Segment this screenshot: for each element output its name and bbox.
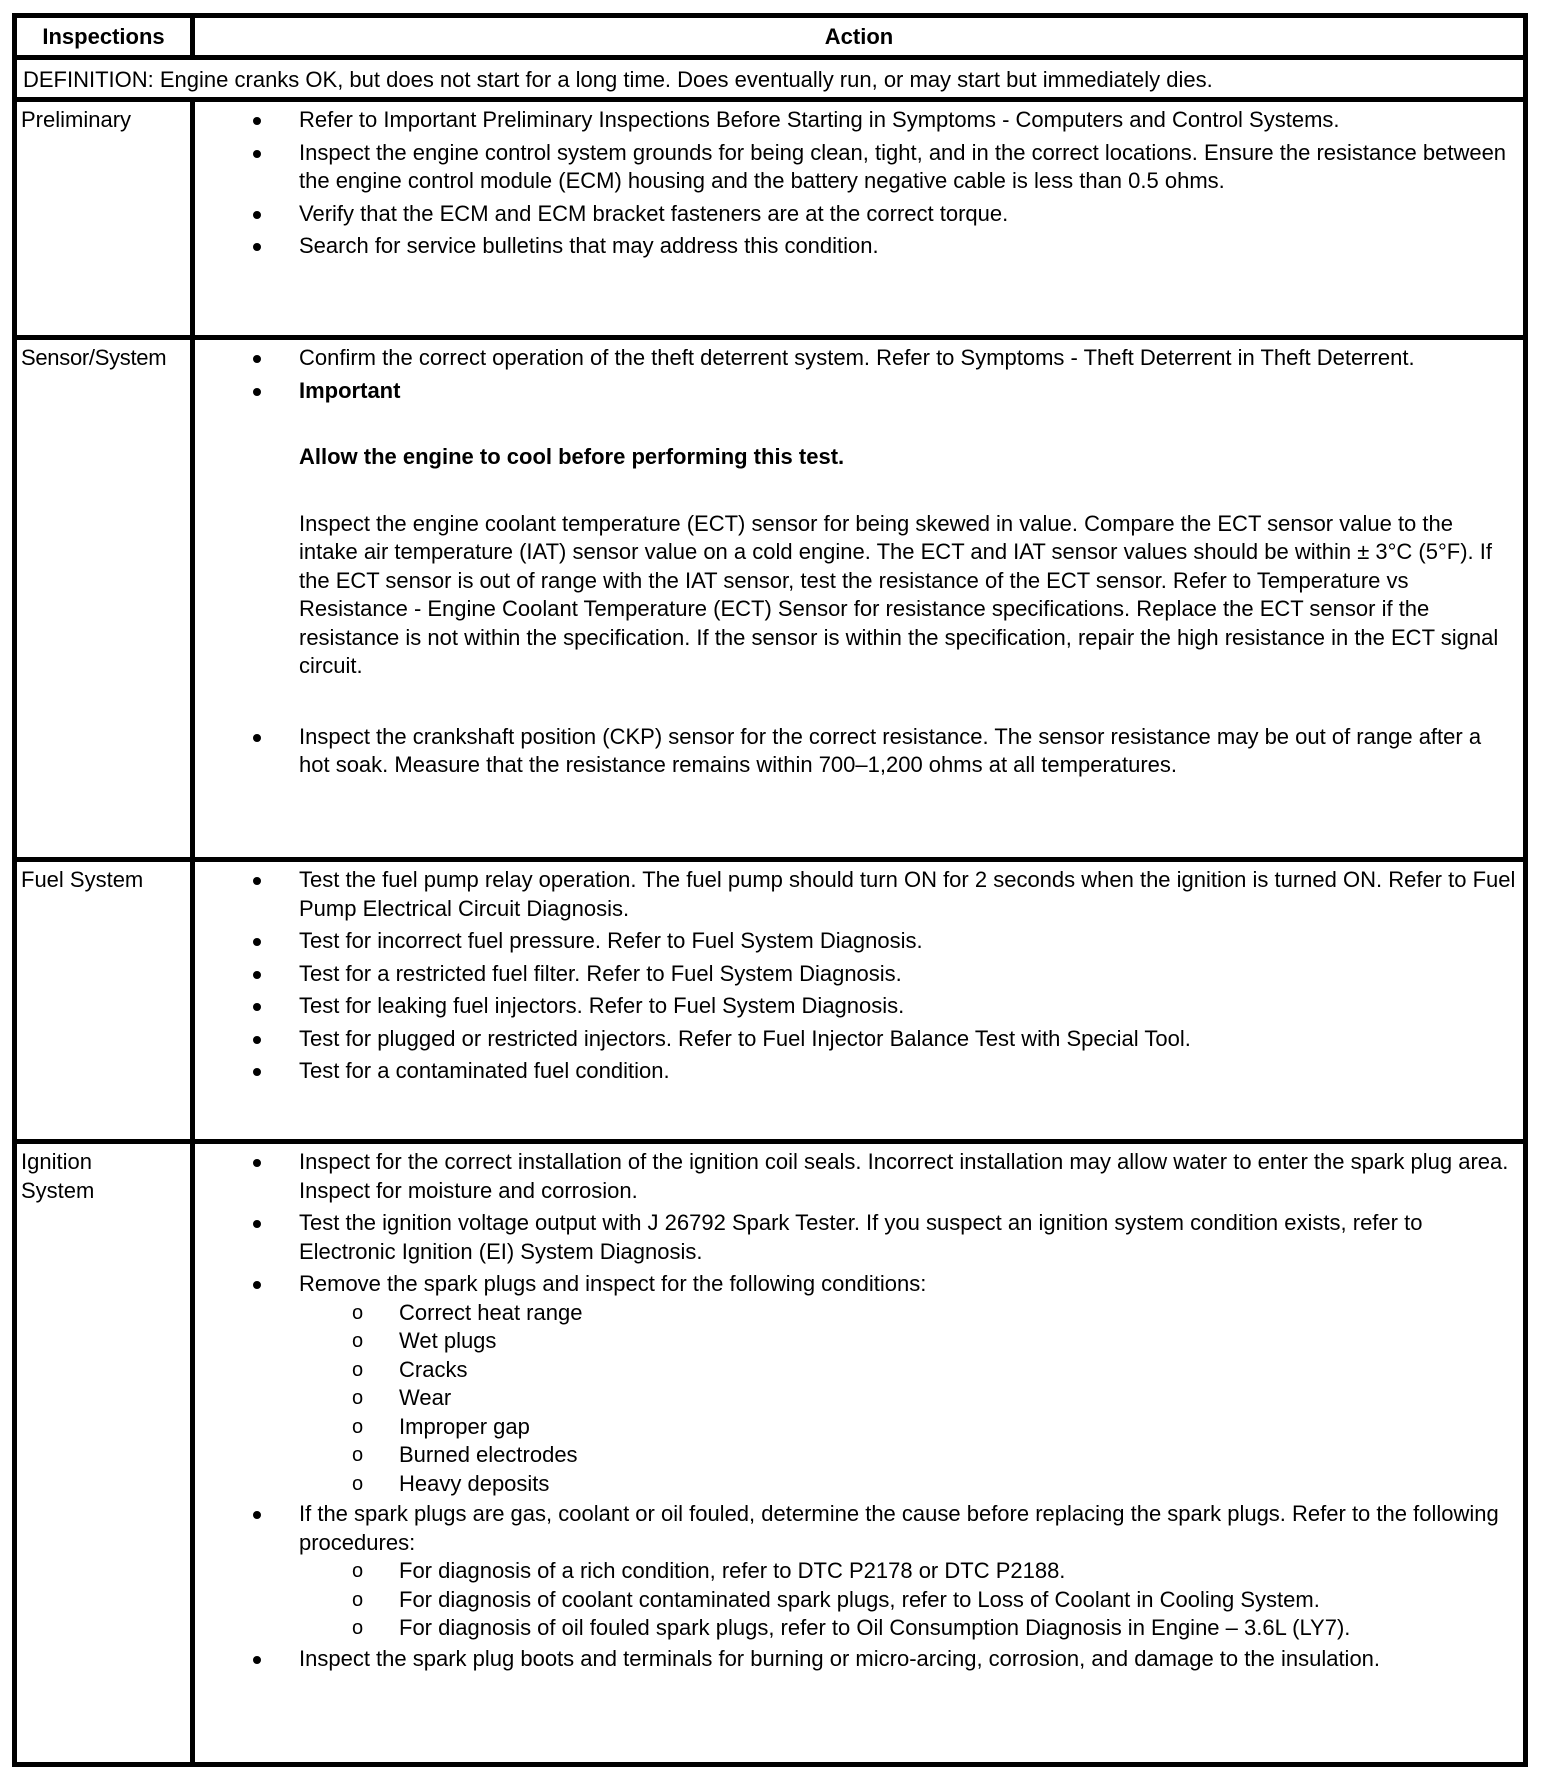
circle-bullet-icon: o (352, 1472, 364, 1495)
bullet-icon (253, 1220, 261, 1228)
list-item-important (195, 377, 1517, 719)
row-actions-preliminary (195, 102, 1523, 335)
bullet-icon (253, 1003, 261, 1011)
bullet-icon (253, 1159, 261, 1167)
list-item: If the spark plugs are gas, coolant or oil fouled, determine the cause before replacing the spark plugs. Refer to the following procedures: o For diagnosis of a rich condition, refer to DTC P2178 or DTC P2188. o For diagnosis of coolant contaminated spark plugs, refer to Loss of Coolant in Cooling System. o For diagnosis of oil fouled spark plugs, refer to Oil Consumption Diagnosis in Engine – 3.6L (LY7). (195, 1500, 1517, 1643)
table-row (17, 97, 1523, 335)
circle-bullet-icon: o (352, 1588, 364, 1611)
sub-list-item: o Burned electrodes (299, 1441, 1517, 1470)
bullet-icon (253, 117, 261, 125)
circle-bullet-icon: o (352, 1301, 364, 1324)
circle-bullet-icon: o (352, 1444, 364, 1466)
sub-list-item: o Heavy deposits (299, 1470, 1517, 1499)
bullet-icon (253, 938, 261, 946)
definition-text: DEFINITION: Engine cranks OK, but does not start for a long time. Does eventually run, or may start but immediately dies. (23, 67, 1213, 92)
bullet-icon (253, 211, 261, 219)
list-item: Inspect for the correct installation of the ignition coil seals. Incorrect installation may allow water to enter the spark plug area. Inspect for moisture and corrosion. (195, 1148, 1517, 1205)
circle-bullet-icon: o (352, 1387, 364, 1409)
sub-list-item: o Improper gap (299, 1413, 1517, 1442)
sub-list-item: o Wear (299, 1384, 1517, 1413)
bullet-icon (253, 1281, 261, 1289)
table-row (17, 857, 1523, 1139)
row-label-sensor-system: Sensor/System (17, 340, 195, 857)
row-label-preliminary: Preliminary (17, 102, 195, 335)
bullet-icon (253, 1511, 261, 1519)
bullet-icon (253, 150, 261, 158)
diagnostic-table (12, 13, 1528, 1767)
circle-bullet-icon: o (352, 1358, 364, 1381)
list-item: Remove the spark plugs and inspect for the following conditions: o Correct heat range o Wet plugs o Cracks o Wear o Improper gap o Burned electrodes o Heavy deposits (195, 1270, 1517, 1498)
list-item: Test for a restricted fuel filter. Refer to Fuel System Diagnosis. (195, 960, 1517, 989)
list-item: Verify that the ECM and ECM bracket fasteners are at the correct torque. (195, 200, 1517, 229)
list-item: Inspect the spark plug boots and terminals for burning or micro-arcing, corrosion, and damage to the insulation. (195, 1645, 1517, 1674)
bullet-icon (253, 734, 261, 742)
procedures-list (299, 1557, 1517, 1643)
list-item: Test the fuel pump relay operation. The fuel pump should turn ON for 2 seconds when the ignition is turned ON. Refer to Fuel Pump Electrical Circuit Diagnosis. (195, 866, 1517, 923)
list-item: Refer to Important Preliminary Inspections Before Starting in Symptoms - Computers and Control Systems. (195, 106, 1517, 135)
row-actions-ignition-system (195, 1144, 1523, 1762)
bullet-icon (253, 1068, 261, 1076)
header-inspections: Inspections (17, 18, 195, 55)
sub-list-item: o Correct heat range (299, 1299, 1517, 1328)
row-label-fuel-system: Fuel System (17, 862, 195, 1139)
list-item: Test for leaking fuel injectors. Refer to Fuel System Diagnosis. (195, 992, 1517, 1021)
circle-bullet-icon: o (352, 1330, 364, 1352)
bullet-icon (253, 355, 261, 363)
row-label-ignition-system: Ignition System (17, 1144, 195, 1762)
sub-list-item: o For diagnosis of coolant contaminated spark plugs, refer to Loss of Coolant in Cooling System. (299, 1586, 1517, 1615)
circle-bullet-icon: o (352, 1560, 364, 1582)
bullet-icon (253, 1656, 261, 1664)
important-note: Allow the engine to cool before performing this test. (299, 444, 845, 469)
list-item: Confirm the correct operation of the theft deterrent system. Refer to Symptoms - Theft Deterrent in Theft Deterrent. (195, 344, 1517, 373)
sub-list-item: o For diagnosis of a rich condition, refer to DTC P2178 or DTC P2188. (299, 1557, 1517, 1586)
bullet-icon (253, 388, 261, 396)
table-row (17, 335, 1523, 857)
bullet-icon (253, 877, 261, 885)
list-item: Test for incorrect fuel pressure. Refer to Fuel System Diagnosis. (195, 927, 1517, 956)
important-body: Inspect the engine coolant temperature (ECT) sensor for being skewed in value. Compare the ECT sensor value to the intake air temperature (IAT) sensor value on a cold engine. The ECT and IAT sensor values should be within ± 3°C (5°F). If the ECT sensor is out of range with the IAT sensor, test the resistance of the ECT sensor. Refer to Temperature vs Resistance - Engine Coolant Temperature (ECT) Sensor for resistance specifications. Replace the ECT sensor if the resistance is not within the specification. If the sensor is within the specification, repair the high resistance in the ECT signal circuit. (299, 510, 1499, 678)
bullet-icon (253, 243, 261, 251)
row-actions-sensor-system (195, 340, 1523, 857)
row-actions-fuel-system (195, 862, 1523, 1139)
bullet-icon (253, 971, 261, 979)
list-item: Test the ignition voltage output with J 26792 Spark Tester. If you suspect an ignition system condition exists, refer to Electronic Ignition (EI) System Diagnosis. (195, 1209, 1517, 1266)
important-label: Important (299, 377, 401, 403)
circle-bullet-icon: o (352, 1617, 364, 1639)
list-item: Inspect the crankshaft position (CKP) sensor for the correct resistance. The sensor resistance may be out of range after a hot soak. Measure that the resistance remains within 700–1,200 ohms at all temperatures. (195, 723, 1517, 780)
sub-list-item: o Cracks (299, 1356, 1517, 1385)
bullet-icon (253, 1036, 261, 1044)
definition-row (17, 55, 1523, 97)
conditions-list (299, 1299, 1517, 1499)
table-header-row (17, 18, 1523, 55)
list-item: Test for a contaminated fuel condition. (195, 1057, 1517, 1086)
sub-list-item: o For diagnosis of oil fouled spark plugs, refer to Oil Consumption Diagnosis in Engine – 3.6L (LY7). (299, 1614, 1517, 1643)
sub-list-item: o Wet plugs (299, 1327, 1517, 1356)
circle-bullet-icon: o (352, 1415, 364, 1438)
list-item: Test for plugged or restricted injectors. Refer to Fuel Injector Balance Test with Special Tool. (195, 1025, 1517, 1054)
header-action: Action (824, 24, 894, 49)
table-row (17, 1139, 1523, 1762)
list-item: Inspect the engine control system grounds for being clean, tight, and in the correct locations. Ensure the resistance between the engine control module (ECM) housing and the battery negative cable is less than 0.5 ohms. (195, 139, 1517, 196)
list-item: Search for service bulletins that may address this condition. (195, 232, 1517, 261)
